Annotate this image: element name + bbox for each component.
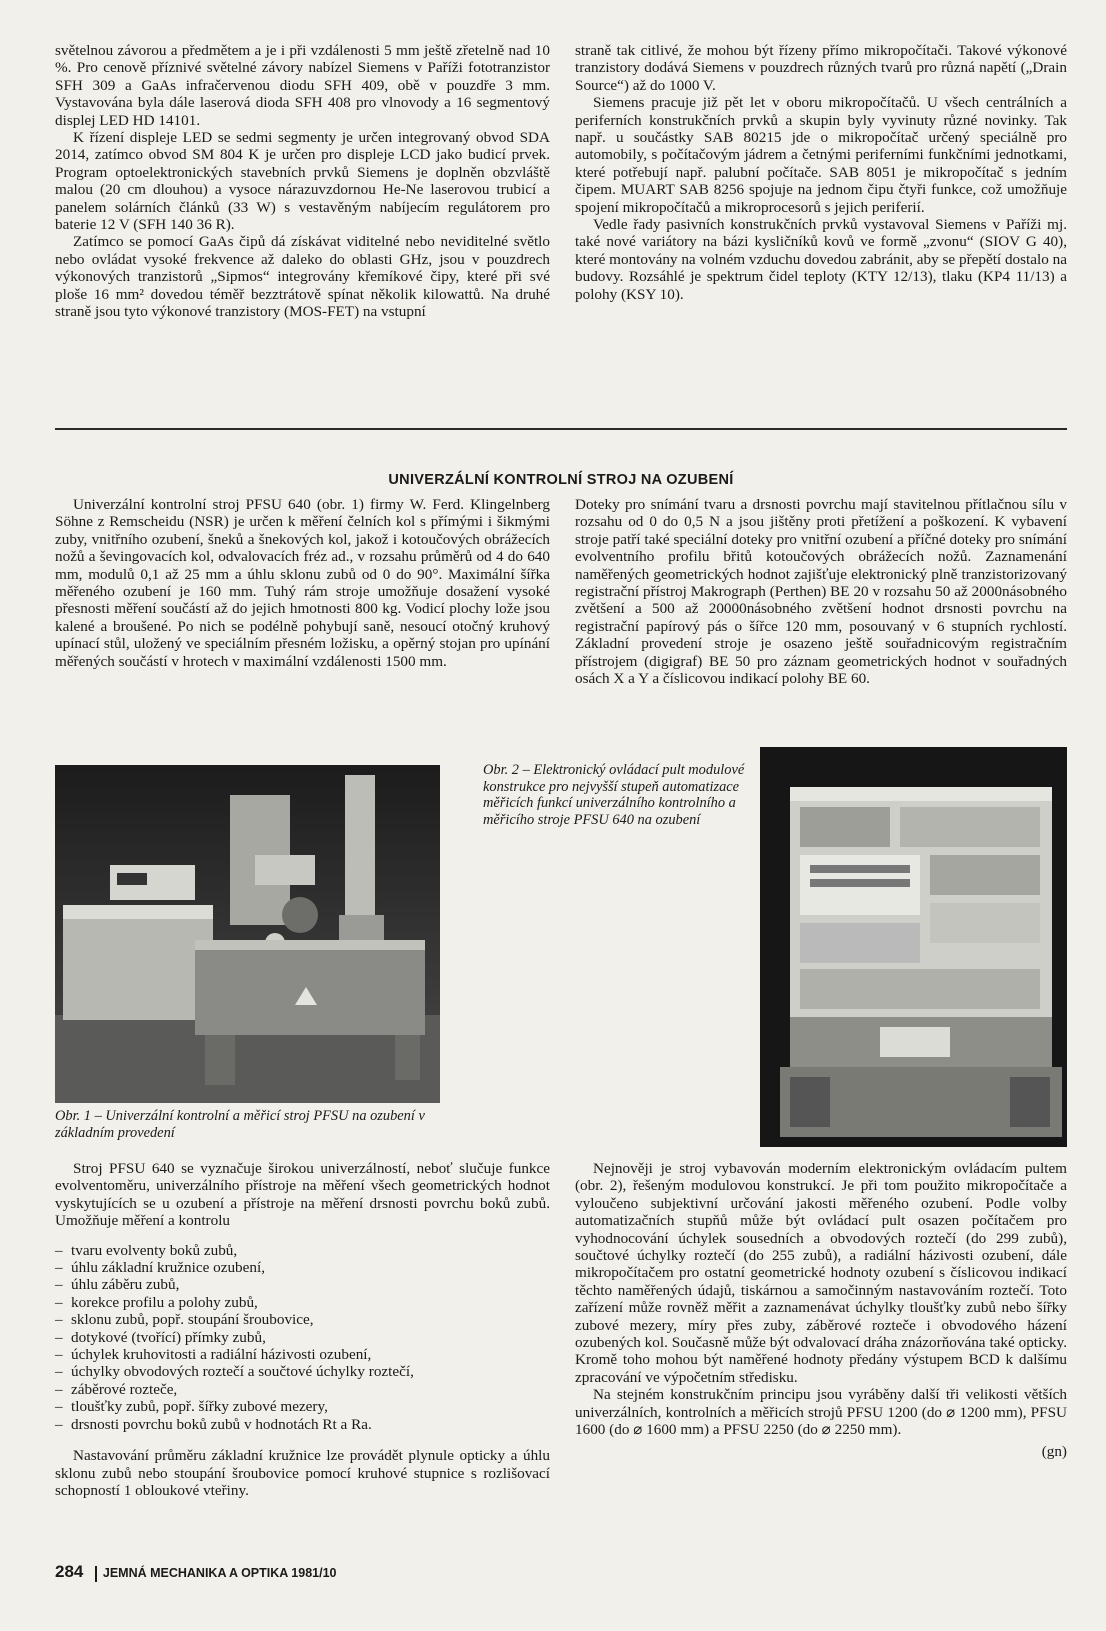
top-left-column [55, 42, 550, 321]
list-item: – korekce profilu a polohy zubů, [55, 1294, 550, 1311]
paragraph: straně tak citlivé, že mohou být řízeny přímo mikropočítači. Takové výkonové tranzistory dodává Siemens v pouzdrech různých tvarů pro různá napětí („Drain Source“) až do 1000 V. [575, 42, 1067, 94]
gear-measuring-machine-image [55, 765, 440, 1103]
paragraph: Nastavování průměru základní kružnice lze provádět plynule opticky a úhlu sklonu zubů nebo stoupání šroubovice pomocí kruhové stupnice s rozlišovací schopností 1 obloukové vteřiny. [55, 1447, 550, 1499]
list-item: – sklonu zubů, popř. stoupání šroubovice, [55, 1311, 550, 1328]
paragraph: Nejnověji je stroj vybavován moderním elektronickým ovládacím pultem (obr. 2), řešeným modulovou konstrukcí. Je při tom použito mikropočítače a vyloučeno subjektivní určování jakosti měřeného ozubení. Podle volby automatizačních stupňů může být ovládací pult osazen počítačem pro vyhodnocování úchylek sousedních a obvodových roztečí (do 299 zubů), součtové úchylky roztečí (do 255 zubů), a radiální házivosti ozubení, dále mikropočítačem pro ostatní geometrické hodnoty ozubení s číslicovou indikací těchto naměřených údajů, tiskárnou a samočinným nastavováním roztečí. Toto zařízení může rovněž měřit a zaznamenávat úchylky tloušťky zubů nebo šířky zubové mezery, míry přes zuby, záběrové rozteče i obvodového házení ozubených kol. Současně může být odvalovací dráha znázorňována také opticky. Kromě toho mohou být naměřené hodnoty předány výstupem BCD k dalšímu zpracování ve výpočetním středisku. [575, 1160, 1067, 1386]
paragraph: Vedle řady pasivních konstrukčních prvků vystavoval Siemens v Paříži mj. také nové variátory na bázi kysličníků kovů ve formě „zvonu“ (SIOV G 40), které montovány na volném vzduchu dovedou zabránit, aby se přepětí dostalo na budovy. Rozsáhlé je spektrum čidel teploty (KTY 12/13), tlaku (KP4 11/13) a polohy (KSY 10). [575, 216, 1067, 303]
list-item: – úhlu základní kružnice ozubení, [55, 1259, 550, 1276]
article-heading: UNIVERZÁLNÍ KONTROLNÍ STROJ NA OZUBENÍ [388, 472, 734, 488]
footer-divider [95, 1566, 97, 1582]
paragraph: Siemens pracuje již pět let v oboru mikropočítačů. U všech centrálních a periferních konstrukčních prvků a skupin byly vyvinuty různé novinky. Tak např. u součástky SAB 80215 jde o mikropočítač určený speciálně pro automobily, s počítačovým jádrem a četnými periferními funkčními jednotkami, které potřebují např. palubní počítače. SAB 8051 je mikropočítač s jedním čipem. MUART SAB 8256 spojuje na jednom čipu čtyři funkce, což umožňuje spojení mikropočítačů a mikroprocesorů s jejich periferií. [575, 94, 1067, 216]
paragraph: Univerzální kontrolní stroj PFSU 640 (obr. 1) firmy W. Ferd. Klingelnberg Söhne z Remscheidu (NSR) je určen k měření čelních kol s přímými i šikmými zuby, vnitřního ozubení, šneků a šnekových kol, jakož i kotoučových obrážecích nožů a ševingovacích kol, odvalovacích fréz ad., v rozsahu průměrů od 4 do 640 mm, modulů 0,1 až 25 mm a úhlu sklonu zubů od 0 do 90°. Maximální šířka měřeného ozubení je 160 mm. Tuhý rám stroje umožňuje dosažení vysoké přesnosti měření součástí až do jejich hmotnosti 800 kg. Vodicí plochy lože jsou kalené a broušené. Po nich se podélně pohybují saně, nesoucí otočný kruhový upínací stůl, uložený ve speciálním přesném ložisku, a opěrný stojan pro upínání měřených součástí v hrotech v maximální vzdálenosti 1500 mm. [55, 496, 550, 670]
list-item: – úhlu záběru zubů, [55, 1276, 550, 1293]
page-footer [55, 1562, 337, 1582]
list-item: – úchylek kruhovitosti a radiální házivosti ozubení, [55, 1346, 550, 1363]
figure-1-caption: Obr. 1 – Univerzální kontrolní a měřicí stroj PFSU na ozubení v základním provedení [55, 1108, 425, 1141]
section-divider [55, 428, 1067, 430]
article-intro-right [575, 496, 1067, 687]
measurement-list [55, 1242, 550, 1433]
figure-2-caption: Obr. 2 – Elektronický ovládací pult modulové konstrukce pro nejvyšší stupeň automatizace měřicích funkcí univerzálního kontrolního a měřicího stroje PFSU 640 na ozubení [483, 762, 745, 828]
paragraph: Zatímco se pomocí GaAs čipů dá získávat viditelné nebo neviditelné světlo nebo ovládat vysoké frekvence až daleko do oblasti GHz, jsou v pouzdrech výkonových tranzistorů „Sipmos“ integrovány křemíkové čipy, které při své ploše 16 mm² dovedou téměř bezztrátově spínat několik kilowattů. Na druhé straně jsou tyto výkonové tranzistory (MOS-FET) na vstupní [55, 233, 550, 321]
paragraph: světelnou závorou a předmětem a je i při vzdálenosti 5 mm ještě zřetelně nad 10 %. Pro cenově příznivé světelné závory nabízel Siemens v Paříži fototranzistor SFH 309 a GaAs infračervenou diodu SFH 409, obě v pouzdře 3 mm. Vystavována byla dále laserová dioda SFH 408 pro vlnovody a 16 segmentový displej LED HD 14101. [55, 42, 550, 129]
article-body-right [575, 1160, 1067, 1460]
journal-name: JEMNÁ MECHANIKA A OPTIKA 1981/10 [102, 1566, 337, 1580]
paragraph: K řízení displeje LED se sedmi segmenty je určen integrovaný obvod SDA 2014, zatímco obvod SM 804 K je určen pro displeje LCD jako budicí prvek. Program optoelektronických stavebních prvků Siemens je doplněn obzvláště malou (20 cm dlouhou) a vysoce nárazuvzdornou He-Ne laserovou trubicí a panelem solárních článků (33 W) s vestavěným nabíjecím regulátorem pro baterie 12 V (SFH 140 36 R). [55, 129, 550, 234]
list-item: – tvaru evolventy boků zubů, [55, 1242, 550, 1259]
article-body-left [55, 1160, 550, 1499]
list-item: – tloušťky zubů, popř. šířky zubové mezery, [55, 1398, 550, 1415]
figure-1-photo [55, 765, 440, 1103]
list-item: – záběrové rozteče, [55, 1381, 550, 1398]
figure-2-photo [760, 747, 1067, 1147]
page-number: 284 [55, 1562, 84, 1581]
paragraph: Stroj PFSU 640 se vyznačuje širokou univerzálností, neboť slučuje funkce evolventoměru, univerzálního přístroje na měření všech geometrických hodnot vyskytujících se u ozubení a přístroje na měření drsnosti povrchu boků zubů. Umožňuje měření a kontrolu [55, 1160, 550, 1230]
list-item: – dotykové (tvořící) přímky zubů, [55, 1329, 550, 1346]
top-right-column [575, 42, 1067, 303]
list-item: – úchylky obvodových roztečí a součtové úchylky roztečí, [55, 1363, 550, 1380]
control-console-image [760, 747, 1067, 1147]
author-signature: (gn) [1041, 1442, 1067, 1460]
paragraph: Doteky pro snímání tvaru a drsnosti povrchu mají stavitelnou přítlačnou sílu v rozsahu od 0 do 0,5 N a jsou jištěny proti přetížení a poškození. K vybavení stroje patří také speciální doteky pro vnitřní ozubení a příčné doteky pro snímání evolventního profilu břitů kotoučových obrážecích nožů. Zaznamenání naměřených geometrických hodnot zajišťuje elektronický plně tranzistorizovaný registrační přístroj Makrograph (Perthen) BE 20 v rozsahu 50 až 2000násobného zvětšení a 500 až 20000násobného zvětšení hodnot drsnosti povrchu na registrační papírový pás o šířce 120 mm, posouvaný v 6 stupních rychlostí. Základní provedení stroje je osazeno ještě souřadnicovým registračním přístrojem (digigraf) BE 50 pro záznam geometrických hodnot v souřadných osách X a Y a číslicovou indikací polohy BE 60. [575, 496, 1067, 688]
paragraph: Na stejném konstrukčním principu jsou vyráběny další tři velikosti větších univerzálních, kontrolních a měřicích strojů PFSU 1200 (do ⌀ 1200 mm), PFSU 1600 (do ⌀ 1600 mm) a PFSU 2250 (do ⌀ 2250 mm). [575, 1386, 1067, 1439]
list-item: – drsnosti povrchu boků zubů v hodnotách Rt a Ra. [55, 1416, 550, 1433]
article-intro-left [55, 496, 550, 670]
